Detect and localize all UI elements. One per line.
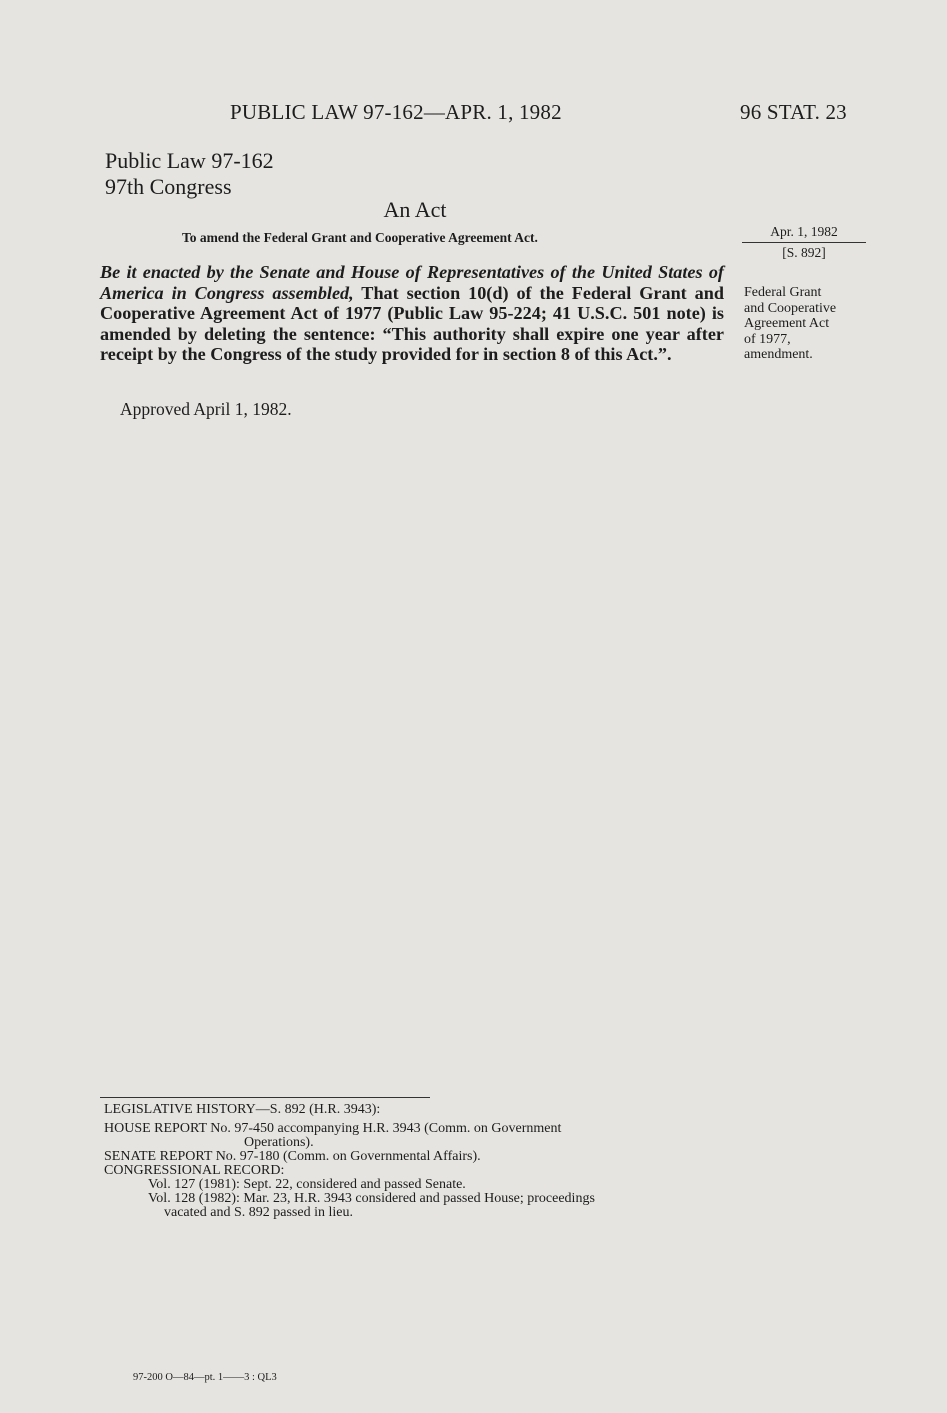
- act-body: [100, 262, 724, 365]
- sidenote-line: amendment.: [744, 347, 813, 362]
- congressional-record-title: CONGRESSIONAL RECORD:: [104, 1163, 285, 1178]
- congress-label: 97th Congress: [105, 174, 232, 199]
- record-vol-128-continued: vacated and S. 892 passed in lieu.: [164, 1205, 353, 1220]
- sidenote-line: Federal Grant: [744, 285, 822, 300]
- act-heading: An Act: [383, 197, 447, 222]
- act-text: That section 10(d) of the Federal Grant and Cooperative Agreement Act of 1977 (Public Law 95-224; 41 U.S.C. 501 note) is amended by deleting the sentence: “This authority shall expire one year after receipt by the Congress of the study provided for in section 8 of this Act.”.: [100, 282, 724, 364]
- margin-sidenote: [744, 285, 869, 363]
- sidenote-line: Agreement Act: [744, 316, 830, 331]
- sidenote-line: of 1977,: [744, 331, 791, 347]
- running-head: PUBLIC LAW 97-162—APR. 1, 1982: [230, 100, 562, 124]
- legislative-history: [104, 1103, 724, 1220]
- record-vol-127: Vol. 127 (1981): Sept. 22, considered and passed Senate.: [148, 1177, 466, 1192]
- margin-date: Apr. 1, 1982: [742, 224, 866, 243]
- house-report-continued: Operations).: [244, 1135, 314, 1150]
- act-purpose: To amend the Federal Grant and Cooperative Agreement Act.: [182, 230, 538, 245]
- history-title: LEGISLATIVE HISTORY—S. 892 (H.R. 3943):: [104, 1102, 381, 1117]
- house-report: HOUSE REPORT No. 97-450 accompanying H.R. 3943 (Comm. on Government: [104, 1121, 562, 1136]
- public-law-number: Public Law 97-162: [105, 148, 274, 173]
- enacting-clause: Be it enacted by the Senate and House of Representatives of the United States of America in Congress assembled,: [100, 262, 724, 303]
- print-code: 97-200 O—84—pt. 1——3 : QL3: [133, 1372, 277, 1383]
- margin-bill-number: [S. 892]: [782, 245, 826, 260]
- approval-date: Approved April 1, 1982.: [120, 399, 292, 419]
- history-divider: [100, 1097, 430, 1098]
- margin-date-box: [742, 224, 866, 261]
- record-vol-128: Vol. 128 (1982): Mar. 23, H.R. 3943 considered and passed House; proceedings: [148, 1191, 595, 1206]
- sidenote-line: and Cooperative: [744, 300, 837, 316]
- senate-report: SENATE REPORT No. 97-180 (Comm. on Governmental Affairs).: [104, 1149, 481, 1164]
- statutes-page-reference: 96 STAT. 23: [740, 100, 847, 124]
